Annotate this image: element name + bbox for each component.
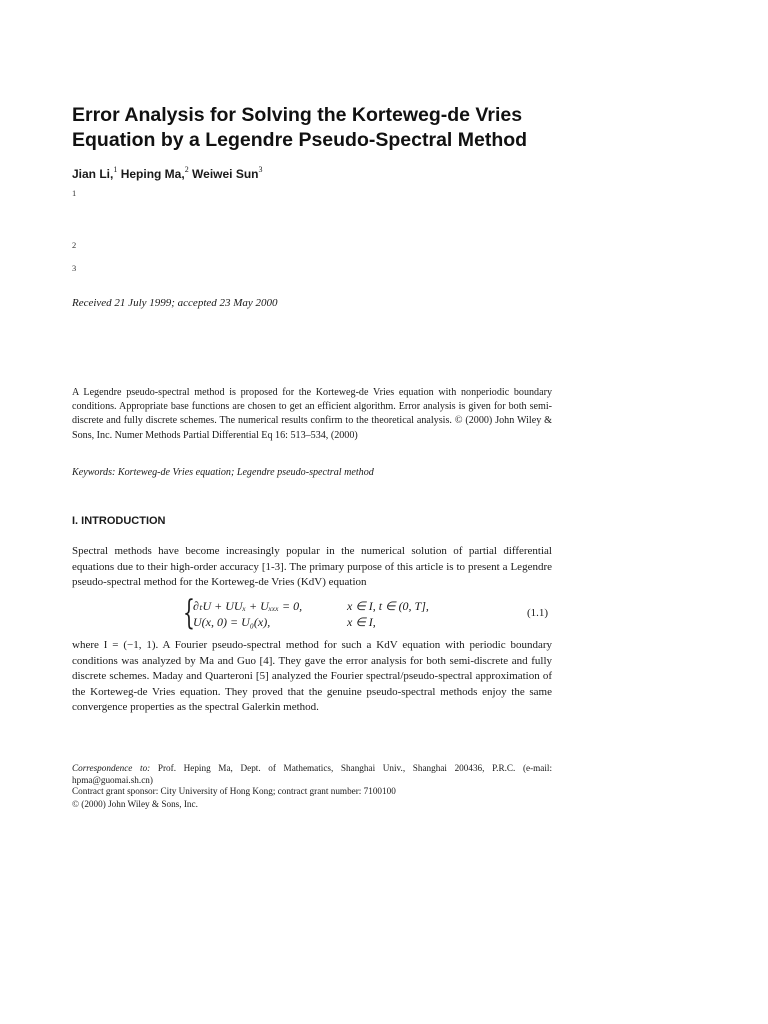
title-line-2: Equation by a Legendre Pseudo-Spectral Method <box>72 129 528 151</box>
equation-condition-2: x ∈ I, <box>347 615 376 629</box>
equation-line-2: U(x, 0) = U₀(x), <box>193 615 271 629</box>
paper-title <box>72 103 692 153</box>
author-1-affiliation-mark: 1 <box>113 165 118 174</box>
correspondence-text: Prof. Heping Ma, Dept. of Mathematics, Shanghai Univ., Shanghai 200436, P.R.C. (e-mail: hpma@guomai.sh.cn) <box>72 763 553 785</box>
grant-sponsor-footnote: Contract grant sponsor: City University of Hong Kong; contract grant number: 7100100 <box>72 786 396 796</box>
correspondence-label: Correspondence to: <box>72 763 151 773</box>
author-2: Heping Ma, <box>120 167 185 181</box>
affiliation-3: 3 <box>72 263 77 273</box>
equation-number: (1.1) <box>527 607 549 619</box>
author-2-affiliation-mark: 2 <box>184 165 189 174</box>
section-heading: I. INTRODUCTION <box>72 515 166 527</box>
keywords: Keywords: Korteweg-de Vries equation; Legendre pseudo-spectral method <box>72 467 374 478</box>
author-list <box>72 163 263 182</box>
affiliation-2: 2 <box>72 240 77 250</box>
received-date: Received 21 July 1999; accepted 23 May 2000 <box>72 297 278 309</box>
intro-paragraph-2: where I = (−1, 1). A Fourier pseudo-spectral method for such a KdV equation with periodic boundary conditions was analyzed by Ma and Guo [4]. They gave the error analysis for both semi-discrete and fully discrete schemes. Maday and Quarteroni [5] analyzed the Fourier spectral/pseudo-spectral approximation of the Korteweg-de Vries equation. They proved that the genuine pseudo-spectral methods enjoy the same convergence properties as the spectral Galerkin method. <box>72 639 552 713</box>
affiliation-1: 1 <box>72 188 77 198</box>
equation-brace: { <box>183 593 195 633</box>
equation-line-1: ∂ₜU + UUₓ + Uₓₓₓ = 0, <box>193 599 303 613</box>
title-line-1: Error Analysis for Solving the Korteweg-de Vries <box>72 104 523 126</box>
equation-1-1 <box>183 593 483 633</box>
author-3-affiliation-mark: 3 <box>258 165 263 174</box>
abstract: A Legendre pseudo-spectral method is proposed for the Korteweg-de Vries equation with nonperiodic boundary conditions. Appropriate base functions are chosen to get an efficient algorithm. Error analysis is given for both semi-discrete and fully discrete schemes. The numerical results confirm to the theoretical analysis. © (2000) John Wiley & Sons, Inc. Numer Methods Partial Differential Eq 16: 513–534, (2000) <box>72 387 552 441</box>
copyright-footnote: © (2000) John Wiley & Sons, Inc. <box>72 799 198 809</box>
correspondence-footnote <box>72 763 552 786</box>
author-1: Jian Li, <box>72 167 114 181</box>
author-3: Weiwei Sun <box>192 167 259 181</box>
intro-paragraph-1: Spectral methods have become increasingly popular in the numerical solution of partial differential equations due to their high-order accuracy [1-3]. The primary purpose of this article is to present a Legendre pseudo-spectral method for the Korteweg-de Vries (KdV) equation <box>72 545 552 588</box>
equation-condition-1: x ∈ I, t ∈ (0, T], <box>347 599 429 613</box>
